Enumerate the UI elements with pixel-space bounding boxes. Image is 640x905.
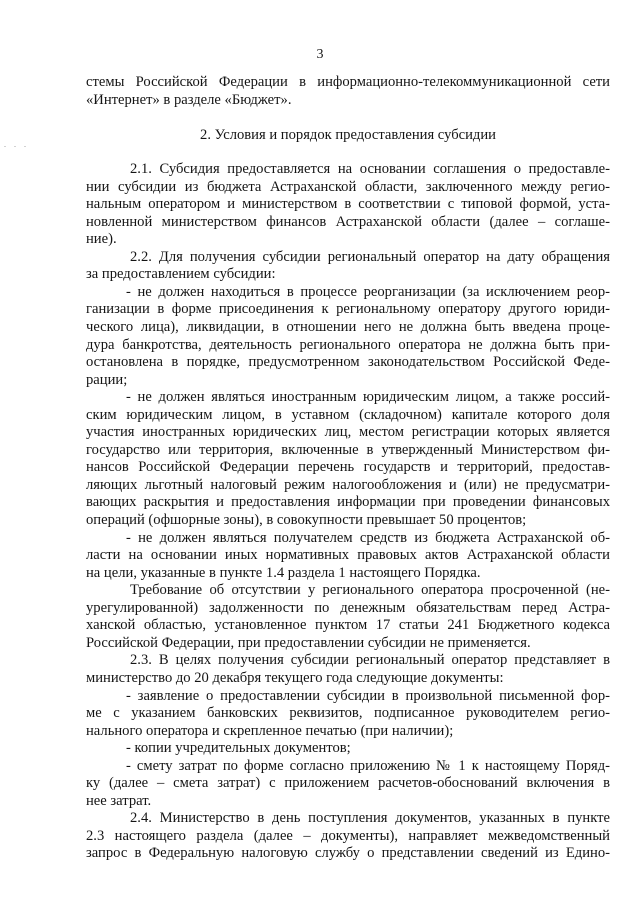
list-item-line: ласти на основании иных нормативных правовых актов Астраханской области xyxy=(86,547,610,564)
list-item-line: - не должен находиться в процессе реорганизации (за исключением реор- xyxy=(126,283,610,300)
paragraph-line: Российской Федерации, при предоставлении субсидии не применяется. xyxy=(86,634,531,651)
list-item-line: ганизации в форме присоединения к региональному оператору другого юриди- xyxy=(86,301,610,318)
margin-specks: . . . xyxy=(4,140,29,149)
list-item-line: нального оператора и скрепленное печатью (при наличии); xyxy=(86,722,454,739)
list-item-line: - заявление о предоставлении субсидии в произвольной письменной фор- xyxy=(126,687,610,704)
list-item-line: ку (далее – смета затрат) с приложением расчетов-обоснований включения в xyxy=(86,775,610,792)
list-item-line: нее затрат. xyxy=(86,792,152,809)
list-item-line: - смету затрат по форме согласно приложению № 1 к настоящему Поряд- xyxy=(126,757,610,774)
spacer xyxy=(86,144,610,161)
list-item-line: ческого лица), ликвидации, в отношении него не должна быть введена проце- xyxy=(86,319,610,336)
paragraph-line: запрос в Федеральную налоговую службу о представлении сведений из Едино- xyxy=(86,845,610,862)
paragraph-line: ние). xyxy=(86,231,117,248)
list-item-line: остановлена в порядке, предусмотренном законодательством Российской Феде- xyxy=(86,354,610,371)
paragraph-line: министерство до 20 декабря текущего года следующие документы: xyxy=(86,669,504,686)
paragraph-line: за предоставлением субсидии: xyxy=(86,266,276,283)
list-item-line: участия иностранных юридических лиц, местом регистрации которых является xyxy=(86,424,610,441)
paragraph-line: урегулированной) задолженности по денежным обязательствам перед Астра- xyxy=(86,599,610,616)
spacer xyxy=(86,109,610,126)
section-heading: 2. Условия и порядок предоставления субсидии xyxy=(200,127,496,144)
list-item-line: государство или территория, включенные в утвержденный Министерством фи- xyxy=(86,441,610,458)
list-item-line: вающих раскрытия и предоставления информации при проведении финансовых xyxy=(86,494,610,511)
text-line: «Интернет» в разделе «Бюджет». xyxy=(86,91,292,108)
list-item-line: дура банкротства, деятельность регионального оператора не должна быть при- xyxy=(86,336,610,353)
paragraph-line: 2.3 настоящего раздела (далее – документы), направляет межведомственный xyxy=(86,827,610,844)
paragraph-line: 2.4. Министерство в день поступления документов, указанных в пункте xyxy=(130,810,610,827)
text-line: стемы Российской Федерации в информационно-телекоммуникационной сети xyxy=(86,74,610,90)
paragraph-line: нии субсидии из бюджета Астраханской области, заключенного между регио- xyxy=(86,178,610,195)
list-item-line: - не должен являться иностранным юридическим лицом, а также россий- xyxy=(126,389,610,406)
list-item-line: рации; xyxy=(86,371,128,388)
list-item-line: ляющих льготный налоговый режим налогообложения и (или) не предусматри- xyxy=(86,476,610,493)
list-item-line: нансов Российской Федерации перечень государств и территорий, предостав- xyxy=(86,459,610,476)
paragraph-line: 2.3. В целях получения субсидии региональный оператор представляет в xyxy=(130,652,610,669)
list-item-line: ским юридическим лицом, в уставном (складочном) капитале которого доля xyxy=(86,406,610,423)
document-body xyxy=(86,74,610,863)
paragraph-line: 2.1. Субсидия предоставляется на основании соглашения о предоставле- xyxy=(130,161,610,178)
list-item-line: - копии учредительных документов; xyxy=(126,740,351,757)
paragraph-line: нальным оператором и министерством в соответствии с типовой формой, уста- xyxy=(86,196,610,213)
paragraph-line: Требование об отсутствии у регионального оператора просроченной (не- xyxy=(130,582,610,599)
paragraph-line: 2.2. Для получения субсидии региональный оператор на дату обращения xyxy=(130,248,610,265)
list-item-line: - не должен являться получателем средств из бюджета Астраханской об- xyxy=(126,529,610,546)
list-item-line: ме с указанием банковских реквизитов, подписанное руководителем регио- xyxy=(86,705,610,722)
list-item-line: операций (офшорные зоны), в совокупности превышает 50 процентов; xyxy=(86,512,527,529)
paragraph-line: ханской областью, установленное пунктом 17 статьи 241 Бюджетного кодекса xyxy=(86,617,610,634)
paragraph-line: новленной министерством финансов Астраханской области (далее – соглаше- xyxy=(86,213,610,230)
list-item-line: на цели, указанные в пункте 1.4 раздела 1 настоящего Порядка. xyxy=(86,564,481,581)
page-number: 3 xyxy=(316,47,324,62)
